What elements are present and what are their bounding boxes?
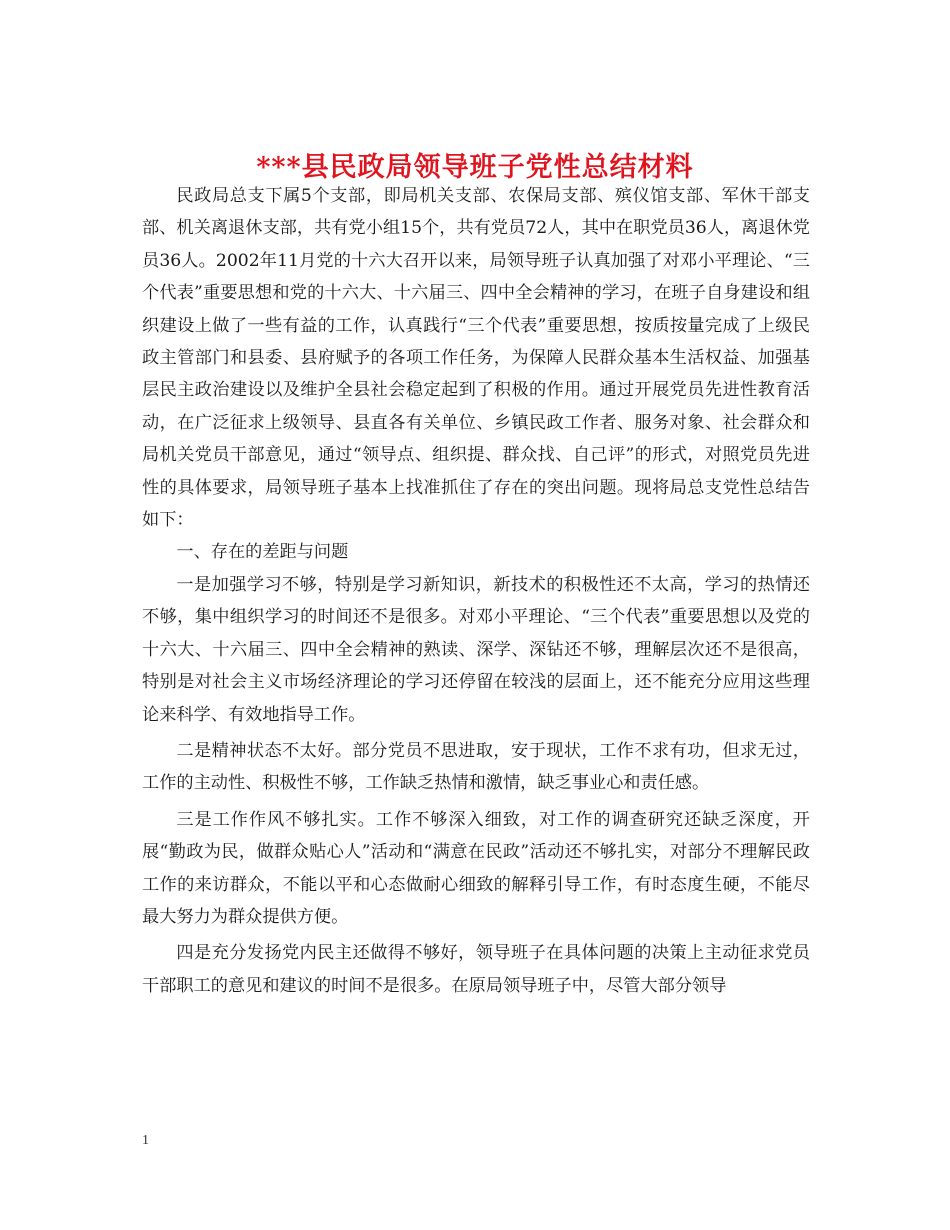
document-title: ***县民政局领导班子党性总结材料 [256,152,694,184]
page-number: 1 [142,1133,149,1148]
paragraph-problem-3: 三是工作作风不够扎实。工作不够深入细致，对工作的调查研究还缺乏深度，开展“勤政为民，做群众贴心人”活动和“满意在民政”活动还不够扎实，对部分不理解民政工作的来访群众，不能以平和心态做耐心细致的解释引导工作，有时态度生硬，不能尽最大努力为群众提供方便。 [142,809,810,927]
paragraph-intro: 民政局总支下属5个支部，即局机关支部、农保局支部、殡仪馆支部、军休干部支部、机关离退休支部，共有党小组15个，共有党员72人，其中在职党员36人，离退休党员36人。2002年11月党的十六大召开以来，局领导班子认真加强了对邓小平理论、“三个代表”重要思想和党的十六大、十六届三、四中全会精神的学习，在班子自身建设和组织建设上做了一些有益的工作，认真践行“三个代表”重要思想，按质按量完成了上级民政主管部门和县委、县府赋予的各项工作任务，为保障人民群众基本生活权益、加强基层民主政治建设以及维护全县社会稳定起到了积极的作用。通过开展党员先进性教育活动，在广泛征求上级领导、县直各有关单位、乡镇民政工作者、服务对象、社会群众和局机关党员干部意见，通过“领导点、组织提、群众找、自己评”的形式，对照党员先进性的具体要求，局领导班子基本上找准抓住了存在的突出问题。现将局总支党性总结告如下： [142,186,810,531]
paragraph-problem-4: 四是充分发扬党内民主还做得不够好，领导班子在具体问题的决策上主动征求党员干部职工的意见和建议的时间不是很多。在原局领导班子中，尽管大部分领导 [142,943,810,996]
section-heading-problems: 一、存在的差距与问题 [176,542,349,563]
paragraph-problem-1: 一是加强学习不够，特别是学习新知识，新技术的积极性还不太高，学习的热情还不够，集中组织学习的时间还不是很多。对邓小平理论、“三个代表”重要思想以及党的十六大、十六届三、四中全会精神的熟读、深学、深钻还不够，理解层次还不是很高，特别是对社会主义市场经济理论的学习还停留在较浅的层面上，还不能充分应用这些理论来科学、有效地指导工作。 [142,574,810,725]
paragraph-problem-2: 二是精神状态不太好。部分党员不思进取，安于现状，工作不求有功，但求无过，工作的主动性、积极性不够，工作缺乏热情和激情，缺乏事业心和责任感。 [142,740,810,794]
document-body [142,180,810,1002]
